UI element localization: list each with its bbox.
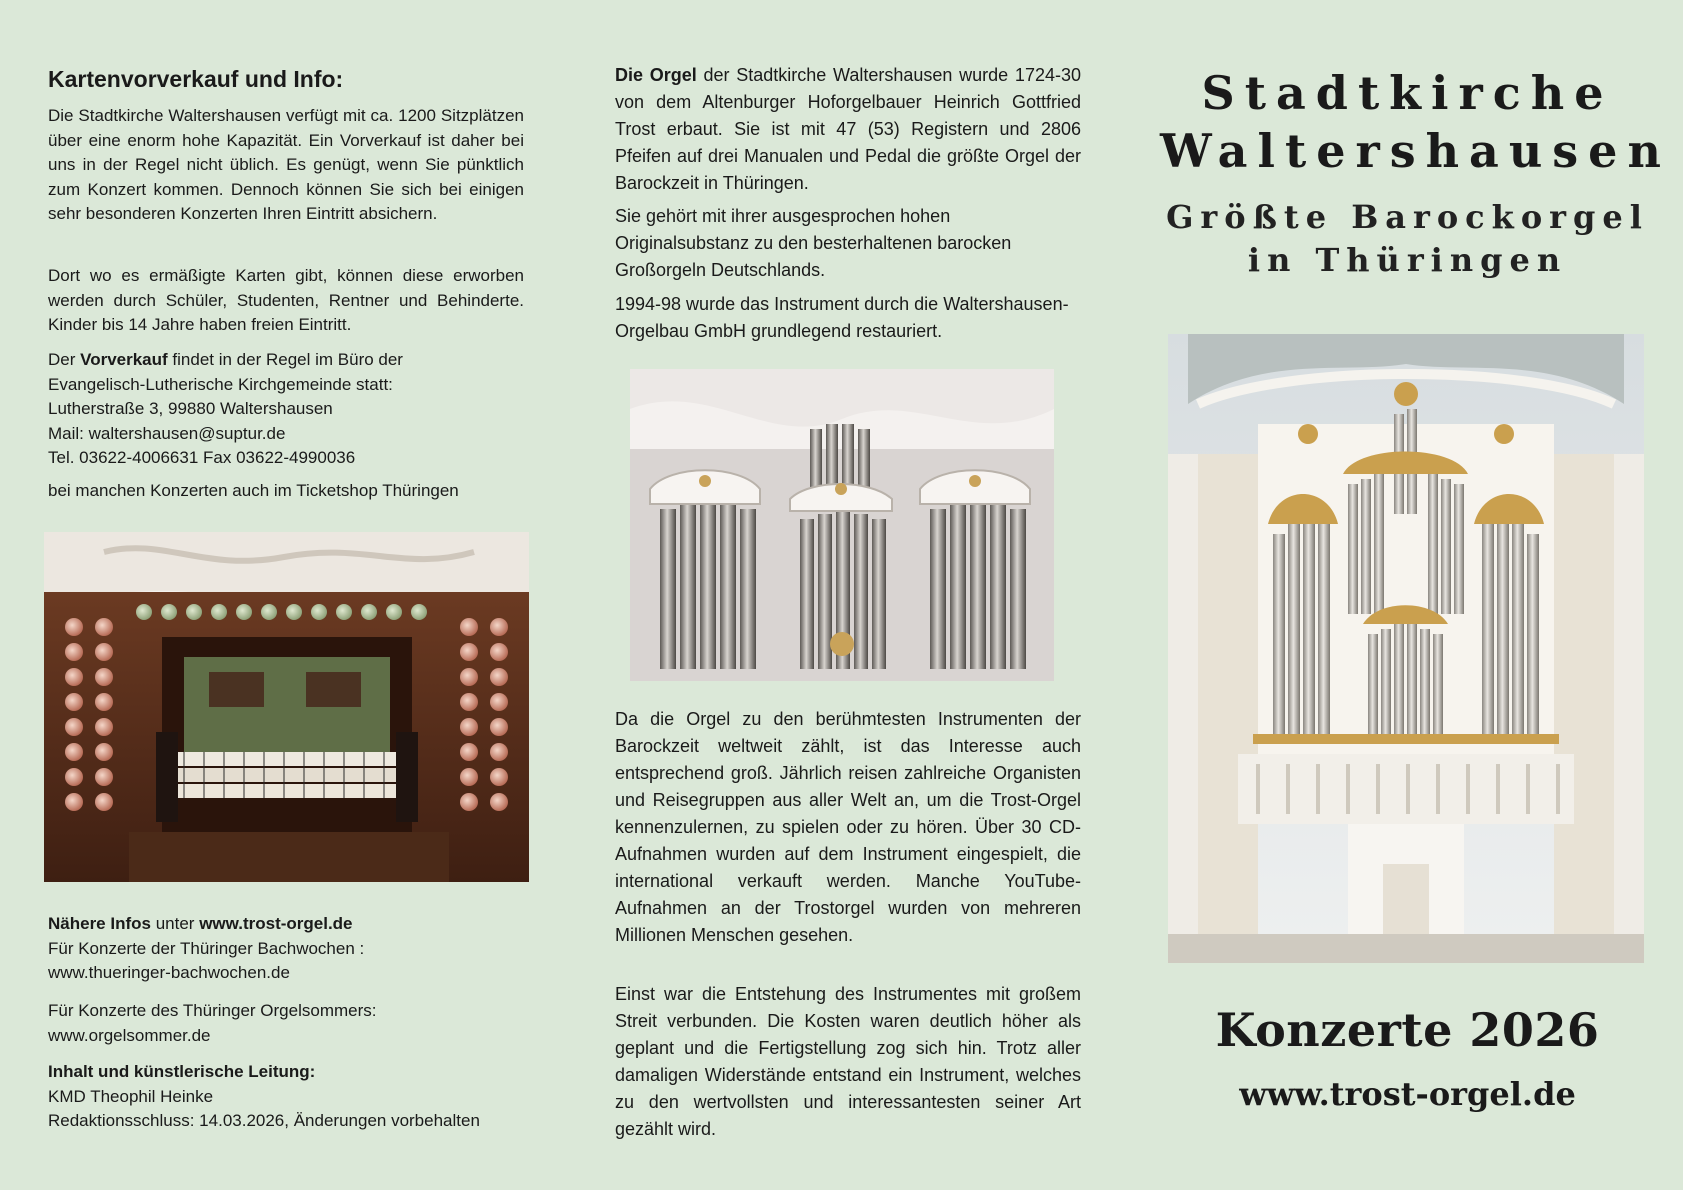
concerts-heading: Konzerte 2026 xyxy=(1215,1003,1600,1057)
orgelsommer-block xyxy=(48,999,524,1048)
subtitle-line-2: in Thüringen xyxy=(1247,241,1568,279)
phone-contact: Tel. 03622-4006631 Fax 03622-4990036 xyxy=(48,448,356,467)
capacity-paragraph: Die Stadtkirche Waltershausen verfügt mit ca. 1200 Sitzplätzen über eine enorm hohe Kapazität. Ein Vorverkauf ist daher bei uns in der Regel nicht üblich. Es genügt, wenn Sie pünktlich zum Konzert kommen. Dennoch können Sie sich bei einigen sehr besonderen Konzerten Ihren Eintritt absichern. xyxy=(48,106,524,223)
title-line-1: Stadtkirche xyxy=(1201,66,1614,120)
organ-history-text: der Stadtkirche Waltershausen wurde 1724-30 von dem Altenburger Hoforgelbauer Heinrich Gottfried Trost erbaut. Sie ist mit 47 (53) Registern und 2806 Pfeifen auf drei Manualen und Pedal die größte Orgel der Barockzeit in Thüringen. xyxy=(615,65,1081,193)
organ-bold: Die Orgel xyxy=(615,65,697,85)
bachwochen-link[interactable]: www.thueringer-bachwochen.de xyxy=(48,963,290,982)
fame-paragraph: Da die Orgel zu den berühmtesten Instrumenten der Barockzeit weltweit zählt, ist das Interesse auch entsprechend groß. Jährlich reisen zahlreiche Organisten und Reisegruppen aus aller Welt an, um die Trost-Orgel kennenzulernen, zu spielen oder zu hören. Über 30 CD-Aufnahmen wurden auf dem Instrument eingespielt, die international verkauft werden. Manche YouTube-Aufnahmen an der Trostorgel wurden von mehreren Millionen Menschen gesehen. xyxy=(615,709,1081,945)
more-info-line xyxy=(48,912,524,937)
organ-history-paragraph xyxy=(615,62,1081,197)
website-link[interactable]: www.trost-orgel.de xyxy=(1239,1075,1576,1113)
tickets-heading: Kartenvorverkauf und Info: xyxy=(48,66,344,92)
organ-console-photo xyxy=(44,532,529,882)
lead-name: KMD Theophil Heinke xyxy=(48,1086,214,1106)
origin-paragraph: Einst war die Entstehung des Instrumentes mit großem Streit verbunden. Die Kosten waren deutlich höher als geplant und die Fertigstellung zog sich hin. Trotz aller damaligen Widerstände entstand ein Instrument, welches zu den wertvollsten und interessantesten seiner Art gezählt wird. xyxy=(615,984,1081,1139)
title-line-2: Waltershausen xyxy=(1160,124,1671,178)
presale-bold: Vorverkauf xyxy=(80,350,168,369)
discount-paragraph: Dort wo es ermäßigte Karten gibt, können diese erworben werden durch Schüler, Studenten, Rentner und Behinderte. Kinder bis 14 Jahre haben freien Eintritt. xyxy=(48,266,524,334)
organ-facade-photo xyxy=(1168,334,1644,963)
address: Lutherstraße 3, 99880 Waltershausen xyxy=(48,399,333,418)
more-info-block xyxy=(48,912,524,986)
more-info-bold: Nähere Infos xyxy=(48,914,151,933)
mail-contact: Mail: waltershausen@suptur.de xyxy=(48,423,286,443)
church-title xyxy=(1160,64,1671,180)
orgelsommer-link[interactable]: www.orgelsommer.de xyxy=(48,1025,211,1045)
orgelsommer-label: Für Konzerte des Thüringer Orgelsommers: xyxy=(48,1001,377,1020)
restoration-paragraph: 1994-98 wurde das Instrument durch die Waltershausen-Orgelbau GmbH grundlegend restauriert. xyxy=(615,294,1069,341)
deadline-note: Redaktionsschluss: 14.03.2026, Änderungen vorbehalten xyxy=(48,1111,480,1130)
subtitle-line-1: Größte Barockorgel xyxy=(1166,198,1649,236)
credits-block xyxy=(48,1060,524,1134)
more-info-mid: unter xyxy=(150,914,200,933)
ticketshop-note: bei manchen Konzerten auch im Ticketshop Thüringen xyxy=(48,481,459,500)
more-info-link[interactable]: www.trost-orgel.de xyxy=(199,914,353,933)
original-substance-paragraph: Sie gehört mit ihrer ausgesprochen hohen Originalsubstanz zu den besterhaltenen barocken Großorgeln Deutschlands. xyxy=(615,206,1012,280)
presale-suffix: findet in der Regel im Büro der xyxy=(167,350,403,369)
presale-block xyxy=(48,348,524,471)
lead-label: Inhalt und künstlerische Leitung: xyxy=(48,1062,316,1081)
church-office: Evangelisch-Lutherische Kirchgemeinde statt: xyxy=(48,374,393,394)
organ-pipes-photo xyxy=(630,369,1054,681)
church-subtitle xyxy=(1160,196,1655,282)
bachwochen-label: Für Konzerte der Thüringer Bachwochen : xyxy=(48,938,365,958)
presale-line xyxy=(48,348,524,373)
presale-prefix: Der xyxy=(48,350,81,369)
